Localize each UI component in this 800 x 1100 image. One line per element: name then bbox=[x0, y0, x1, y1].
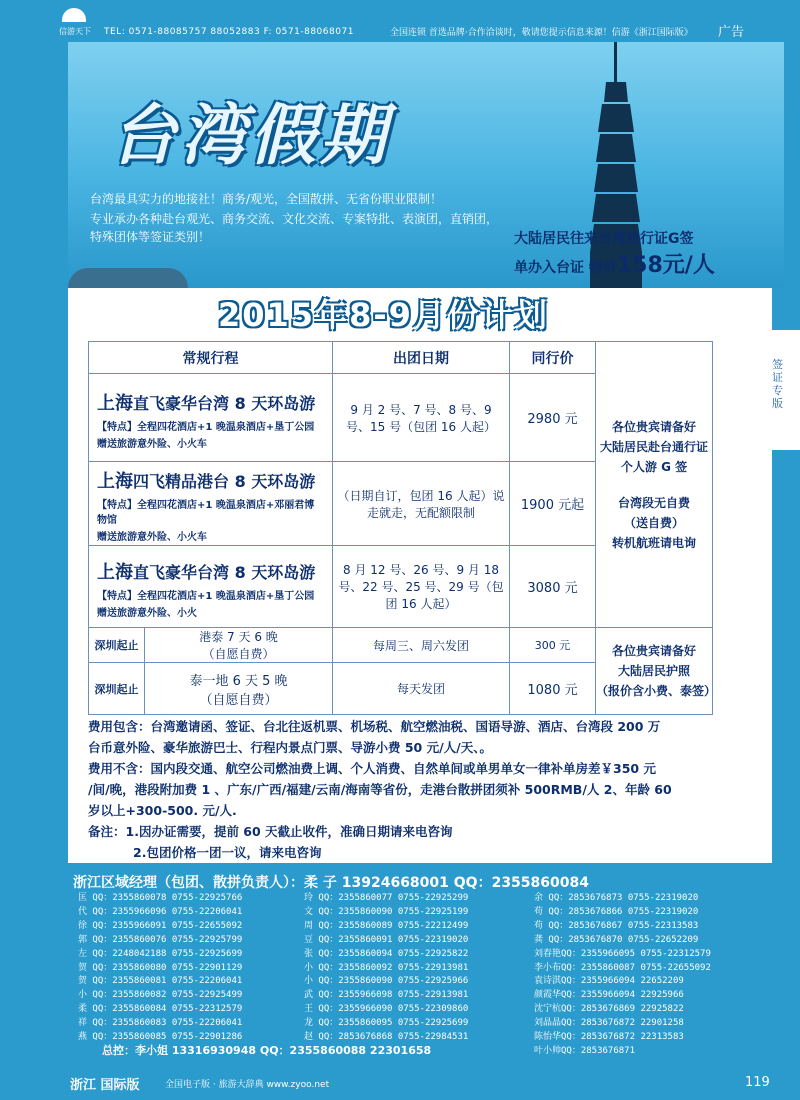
sun-icon bbox=[62, 8, 86, 22]
contact-entry: 沈宁杭QQ：2853676869 22925822 bbox=[534, 1004, 684, 1015]
from-cell: 深圳起止 bbox=[89, 628, 145, 663]
note-line: 岁以上+300-500. 元/人. bbox=[88, 803, 237, 818]
note-line: 大陆居民赴台通行证 bbox=[599, 439, 708, 454]
route-name: 港泰 7 天 6 晚 bbox=[199, 630, 278, 644]
contact-entry: 燕 QQ：2355860085 0755-22901286 bbox=[78, 1032, 243, 1043]
banner-line: 专业承办各种赴台观光、商务交流、文化交流、专案特批、表演团，直销团， bbox=[90, 212, 499, 226]
note-line: 各位贵宾请备好 bbox=[611, 419, 696, 434]
note-line: 备注：1.因办证需要，提前 60 天截止收件，准确日期请来电咨询 bbox=[88, 824, 453, 839]
from-cell: 深圳起止 bbox=[89, 663, 145, 715]
banner-title: 台湾假期 bbox=[110, 97, 390, 174]
contact-entry: 祥 QQ：2355860083 0755-22206041 bbox=[78, 1018, 243, 1029]
route-name: 四飞精品港台 8 天环岛游 bbox=[133, 472, 316, 491]
contact-entry: 龚 QQ：2853676870 0755-22652209 bbox=[534, 934, 699, 945]
side-tab-label: 签证专版 bbox=[772, 358, 783, 410]
feature: 【特点】全程四花酒店+1 晚温泉酒店+邓丽君博物馆 bbox=[97, 500, 315, 526]
contacts bbox=[68, 864, 772, 1058]
manager-line: 浙江区域经理（包团、散拼负责人）：柔 子 13924668001 QQ：2355860084 bbox=[73, 875, 589, 891]
promo-price-value: 158元/人 bbox=[616, 253, 715, 278]
footer bbox=[0, 1068, 800, 1100]
contact-entry: 小 QQ：2355860092 0755-22913981 bbox=[304, 962, 469, 973]
city: 上海 bbox=[97, 392, 133, 414]
contact-entry: 张 QQ：2355860094 0755-22925822 bbox=[304, 948, 469, 959]
contact-entry: 柔 QQ：2355860084 0755-22312579 bbox=[78, 1004, 243, 1015]
plan-title: 2015年8-9月份计划 bbox=[218, 296, 549, 334]
contact-entry: 贺 QQ：2355860080 0755-22901129 bbox=[78, 962, 243, 973]
contact-entry: 徐 QQ：2355966091 0755-22655092 bbox=[78, 920, 243, 931]
note-line: 大陆居民护照 bbox=[617, 664, 690, 678]
contact-line: TEL: 0571-88085757 88052883 F: 0571-88068071 bbox=[104, 27, 354, 37]
visa-note-1 bbox=[596, 342, 713, 628]
note-line: 费用不含：国内段交通、航空公司燃油费上调、个人消费、自然单间或单男单女一律补单房差￥350 元 bbox=[88, 761, 656, 776]
total-contact: 总控：李小姐 13316930948 QQ：2355860088 22301658 bbox=[102, 1044, 432, 1057]
contact-entry: 龙 QQ：2355860095 0755-22925699 bbox=[304, 1018, 469, 1029]
visa-note-2 bbox=[596, 628, 717, 715]
route-name: 直飞豪华台湾 8 天环岛游 bbox=[133, 562, 316, 582]
price-cell: 300 元 bbox=[510, 628, 596, 663]
contact-entry: 周 QQ：2355860089 0755-22212499 bbox=[304, 920, 469, 931]
footer-site: 全国电子版 · 旅游大辞典 www.zyoo.net bbox=[165, 1080, 330, 1090]
feature: 赠送旅游意外险、小火车 bbox=[97, 438, 207, 450]
logo-text: 信游天下 bbox=[59, 27, 91, 36]
dates-cell: （日期自订，包团 16 人起）说走就走，无配额限制 bbox=[333, 462, 510, 546]
contact-entry: 豆 QQ：2355860091 0755-22319020 bbox=[304, 934, 469, 945]
contact-entry: 陈怡华QQ：2853676872 22313583 bbox=[534, 1032, 684, 1043]
header-price: 同行价 bbox=[510, 342, 596, 374]
hills bbox=[68, 268, 188, 288]
note-line: （送自费） bbox=[623, 515, 684, 530]
route-title bbox=[89, 463, 332, 495]
note-line: 台币意外险、豪华旅游巴士、行程内景点门票、导游小费 50 元/人/天、。 bbox=[88, 740, 492, 755]
contact-entry: 代 QQ：2355966096 0755-22206041 bbox=[78, 906, 243, 917]
dates-cell: 9 月 2 号、7 号、8 号、9 号、15 号（包团 16 人起） bbox=[333, 374, 510, 462]
banner bbox=[68, 42, 784, 288]
city: 上海 bbox=[97, 561, 133, 583]
contact-entry: 苟 QQ：2853676866 0755-22319020 bbox=[534, 906, 699, 917]
price-cell: 3080 元 bbox=[510, 546, 596, 628]
note-line: 台湾段无自费 bbox=[617, 495, 690, 510]
contact-column bbox=[304, 892, 468, 1045]
route-name: 直飞豪华台湾 8 天环岛游 bbox=[133, 393, 316, 413]
banner-line: 台湾最具实力的地接社！商务/观光，全国散拼、无省份职业限制！ bbox=[90, 192, 443, 206]
dates-cell: 8 月 12 号、26 号、9 月 18 号、22 号、25 号、29 号（包团 16 人起） bbox=[333, 546, 510, 628]
contact-entry: 匡 QQ：2355860078 0755-22925766 bbox=[78, 893, 243, 903]
header-route: 常规行程 bbox=[89, 342, 333, 374]
contact-entry: 袁诗淇QQ：2355966094 22652209 bbox=[534, 976, 684, 987]
top-bar bbox=[0, 0, 800, 42]
price-cell: 2980 元 bbox=[510, 374, 596, 462]
route-cell bbox=[145, 628, 333, 663]
promo-price bbox=[514, 248, 715, 279]
price-cell: 1080 元 bbox=[510, 663, 596, 715]
contact-entry: 余 QQ：2853676873 0755-22319020 bbox=[534, 893, 699, 903]
route-cell bbox=[89, 374, 333, 462]
contact-entry: 王 QQ：2355966090 0755-22309860 bbox=[304, 1004, 469, 1015]
contact-entry: 赵 QQ：2853676868 0755-22984531 bbox=[304, 1032, 469, 1043]
contact-entry: 小 QQ：2355860082 0755-22925499 bbox=[78, 990, 243, 1001]
logo bbox=[52, 4, 96, 38]
contact-entry: 武 QQ：2355966098 0755-22913981 bbox=[304, 990, 469, 1001]
content bbox=[68, 288, 772, 863]
contact-entry: 郭 QQ：2355860076 0755-22925799 bbox=[78, 934, 243, 945]
note-line: 转机航班请电询 bbox=[611, 535, 696, 550]
itinerary-table bbox=[88, 341, 717, 715]
banner-line: 特殊团体等签证类别！ bbox=[90, 230, 211, 244]
note-line: 各位贵宾请备好 bbox=[611, 644, 696, 658]
contact-entry: 文 QQ：2355860090 0755-22925199 bbox=[304, 906, 469, 917]
feature: 【特点】全程四花酒店+1 晚温泉酒店+垦丁公园 bbox=[97, 590, 315, 602]
note-line: （报价含小费、泰签） bbox=[596, 684, 717, 698]
table-row bbox=[89, 628, 713, 663]
contact-entry: 贺 QQ：2355860081 0755-22206041 bbox=[78, 976, 243, 987]
route-name: 泰一地 6 天 5 晚 bbox=[189, 673, 288, 689]
note-line: 2.包团价格一团一议，请来电咨询 bbox=[133, 845, 322, 860]
feature: 赠送旅游意外险、小火车 bbox=[97, 532, 207, 543]
feature: 赠送旅游意外险、小火 bbox=[97, 607, 197, 619]
contact-entry: 颜霞华QQ：2355966094 22925966 bbox=[534, 990, 684, 1001]
contact-column bbox=[78, 892, 242, 1045]
fee-notes bbox=[88, 716, 743, 863]
price-cell: 1900 元起 bbox=[510, 462, 596, 546]
ad-label: 广告 bbox=[718, 25, 745, 40]
contact-entry: 刘春艳QQ：2355966095 0755-22312579 bbox=[534, 948, 711, 959]
route-title bbox=[89, 554, 332, 586]
slogan: 全国连锁 首选品牌·合作洽谈时，敬请您提示信息来源！信游《浙江国际版》 bbox=[390, 28, 693, 38]
route-cell bbox=[145, 663, 333, 715]
route-note: （自愿自费） bbox=[199, 692, 278, 708]
route-cell bbox=[89, 546, 333, 628]
promo-line: 大陆居民往来台湾通行证G签 bbox=[514, 231, 694, 247]
feature: 【特点】全程四花酒店+1 晚温泉酒店+垦丁公园 bbox=[97, 421, 315, 433]
route-cell bbox=[89, 462, 333, 546]
contact-entry: 小 QQ：2355860090 0755-22925966 bbox=[304, 976, 469, 987]
contact-entry: 叶小帅QQ：2853676871 bbox=[534, 1045, 636, 1056]
note-line: /间/晚，港段附加费 1 、广东/广西/福建/云南/海南等省份，走港台散拼团须补 500RMB/人 2、年龄 60 bbox=[88, 782, 672, 797]
city: 上海 bbox=[97, 471, 133, 492]
route-title bbox=[89, 385, 332, 417]
contact-entry: 苟 QQ：2853676867 0755-22313583 bbox=[534, 920, 699, 931]
footer-brand: 浙江 国际版 bbox=[70, 1078, 140, 1093]
page-number: 119 bbox=[745, 1075, 770, 1090]
dates-cell: 每天发团 bbox=[333, 663, 510, 715]
header-dates: 出团日期 bbox=[333, 342, 510, 374]
table-header-row bbox=[89, 342, 713, 374]
spacer bbox=[596, 477, 712, 493]
dates-cell: 每周三、周六发团 bbox=[333, 628, 510, 663]
note-line: 费用包含：台湾邀请函、签证、台北往返机票、机场税、航空燃油税、国语导游、酒店、台湾段 200 万 bbox=[88, 719, 661, 734]
contact-column bbox=[534, 892, 711, 1059]
promo-prefix: 单办入台证 特价 bbox=[514, 260, 617, 276]
contact-entry: 李小布QQ：2355860087 0755-22655092 bbox=[534, 962, 711, 973]
contact-entry: 刘晶晶QQ：2853676872 22901258 bbox=[534, 1018, 684, 1029]
contact-entry: 左 QQ：2248042188 0755-22925699 bbox=[78, 948, 243, 959]
route-note: （自愿自费） bbox=[202, 647, 275, 661]
contact-entry: 玲 QQ：2355860077 0755-22925299 bbox=[304, 893, 469, 903]
note-line: 个人游 G 签 bbox=[620, 459, 688, 474]
